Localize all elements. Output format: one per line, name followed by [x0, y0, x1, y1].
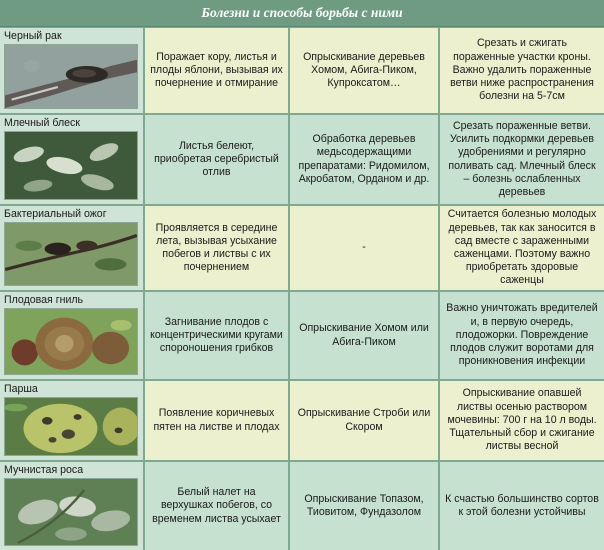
treatment-cell: Обработка деревьев медьсодержащими препаратами: Ридомилом, Акробатом, Орданом и др. — [290, 115, 438, 204]
treatment-cell: Опрыскивание Топазом, Тиовитом, Фундазолом — [290, 462, 438, 550]
description-cell: Проявляется в середине лета, вызывая усыхание побегов и листвы с их почернением — [145, 206, 288, 290]
notes-cell: Важно уничтожать вредителей и, в первую очередь, плодожорки. Повреждение плодов служит воротами для проникновения инфекции — [440, 292, 604, 379]
table-row — [0, 206, 604, 290]
description-cell: Листья белеют, приобретая серебристый отлив — [145, 115, 288, 204]
treatment-cell: Опрыскивание Строби или Скором — [290, 381, 438, 460]
description-cell: Поражает кору, листья и плоды яблони, вызывая их почернение и отмирание — [145, 28, 288, 113]
disease-name: Бактериальный ожог — [4, 208, 107, 220]
fire-blight-photo — [4, 222, 138, 286]
notes-cell: К счастью большинство сортов к этой болезни устойчивы — [440, 462, 604, 550]
disease-cell — [0, 462, 143, 550]
disease-name: Млечный блеск — [4, 117, 80, 129]
table-row — [0, 381, 604, 460]
disease-name: Черный рак — [4, 30, 62, 42]
description-cell: Белый налет на верхушках побегов, со временем листва усыхает — [145, 462, 288, 550]
silver-leaf-photo — [4, 131, 138, 200]
table-row — [0, 292, 604, 379]
disease-name: Мучнистая роса — [4, 464, 84, 476]
disease-cell — [0, 115, 143, 204]
black-canker-photo — [4, 44, 138, 109]
notes-cell: Считается болезнью молодых деревьев, так как заносится в сад вместе с зараженными саженцами. Поэтому важно приобретать здоровые саженцы — [440, 206, 604, 290]
notes-cell: Срезать пораженные ветви. Усилить подкормки деревьев удобрениями и регулярно поливать сад. Млечный блеск – болезнь ослабленных деревьев — [440, 115, 604, 204]
table-title: Болезни и способы борьбы с ними — [0, 0, 604, 27]
disease-cell — [0, 28, 143, 113]
notes-cell: Опрыскивание опавшей листвы осенью раствором мочевины: 700 г на 10 л воды. Тщательный сбор и сжигание листвы весной — [440, 381, 604, 460]
powdery-mildew-photo — [4, 478, 138, 546]
table-row — [0, 115, 604, 204]
disease-name: Плодовая гниль — [4, 294, 84, 306]
treatment-cell: Опрыскивание Хомом или Абига-Пиком — [290, 292, 438, 379]
table-row — [0, 28, 604, 113]
treatment-cell: Опрыскивание деревьев Хомом, Абига-Пиком, Купроксатом… — [290, 28, 438, 113]
disease-cell — [0, 292, 143, 379]
treatment-cell: - — [290, 206, 438, 290]
disease-name: Парша — [4, 383, 38, 395]
notes-cell: Срезать и сжигать пораженные участки кроны. Важно удалить пораженные ветви ниже распространения болезни на 5-7см — [440, 28, 604, 113]
disease-cell — [0, 381, 143, 460]
disease-cell — [0, 206, 143, 290]
table-row — [0, 462, 604, 550]
scab-photo — [4, 397, 138, 456]
description-cell: Загнивание плодов с концентрическими кругами спороношения грибков — [145, 292, 288, 379]
description-cell: Появление коричневых пятен на листве и плодах — [145, 381, 288, 460]
fruit-rot-photo — [4, 308, 138, 375]
